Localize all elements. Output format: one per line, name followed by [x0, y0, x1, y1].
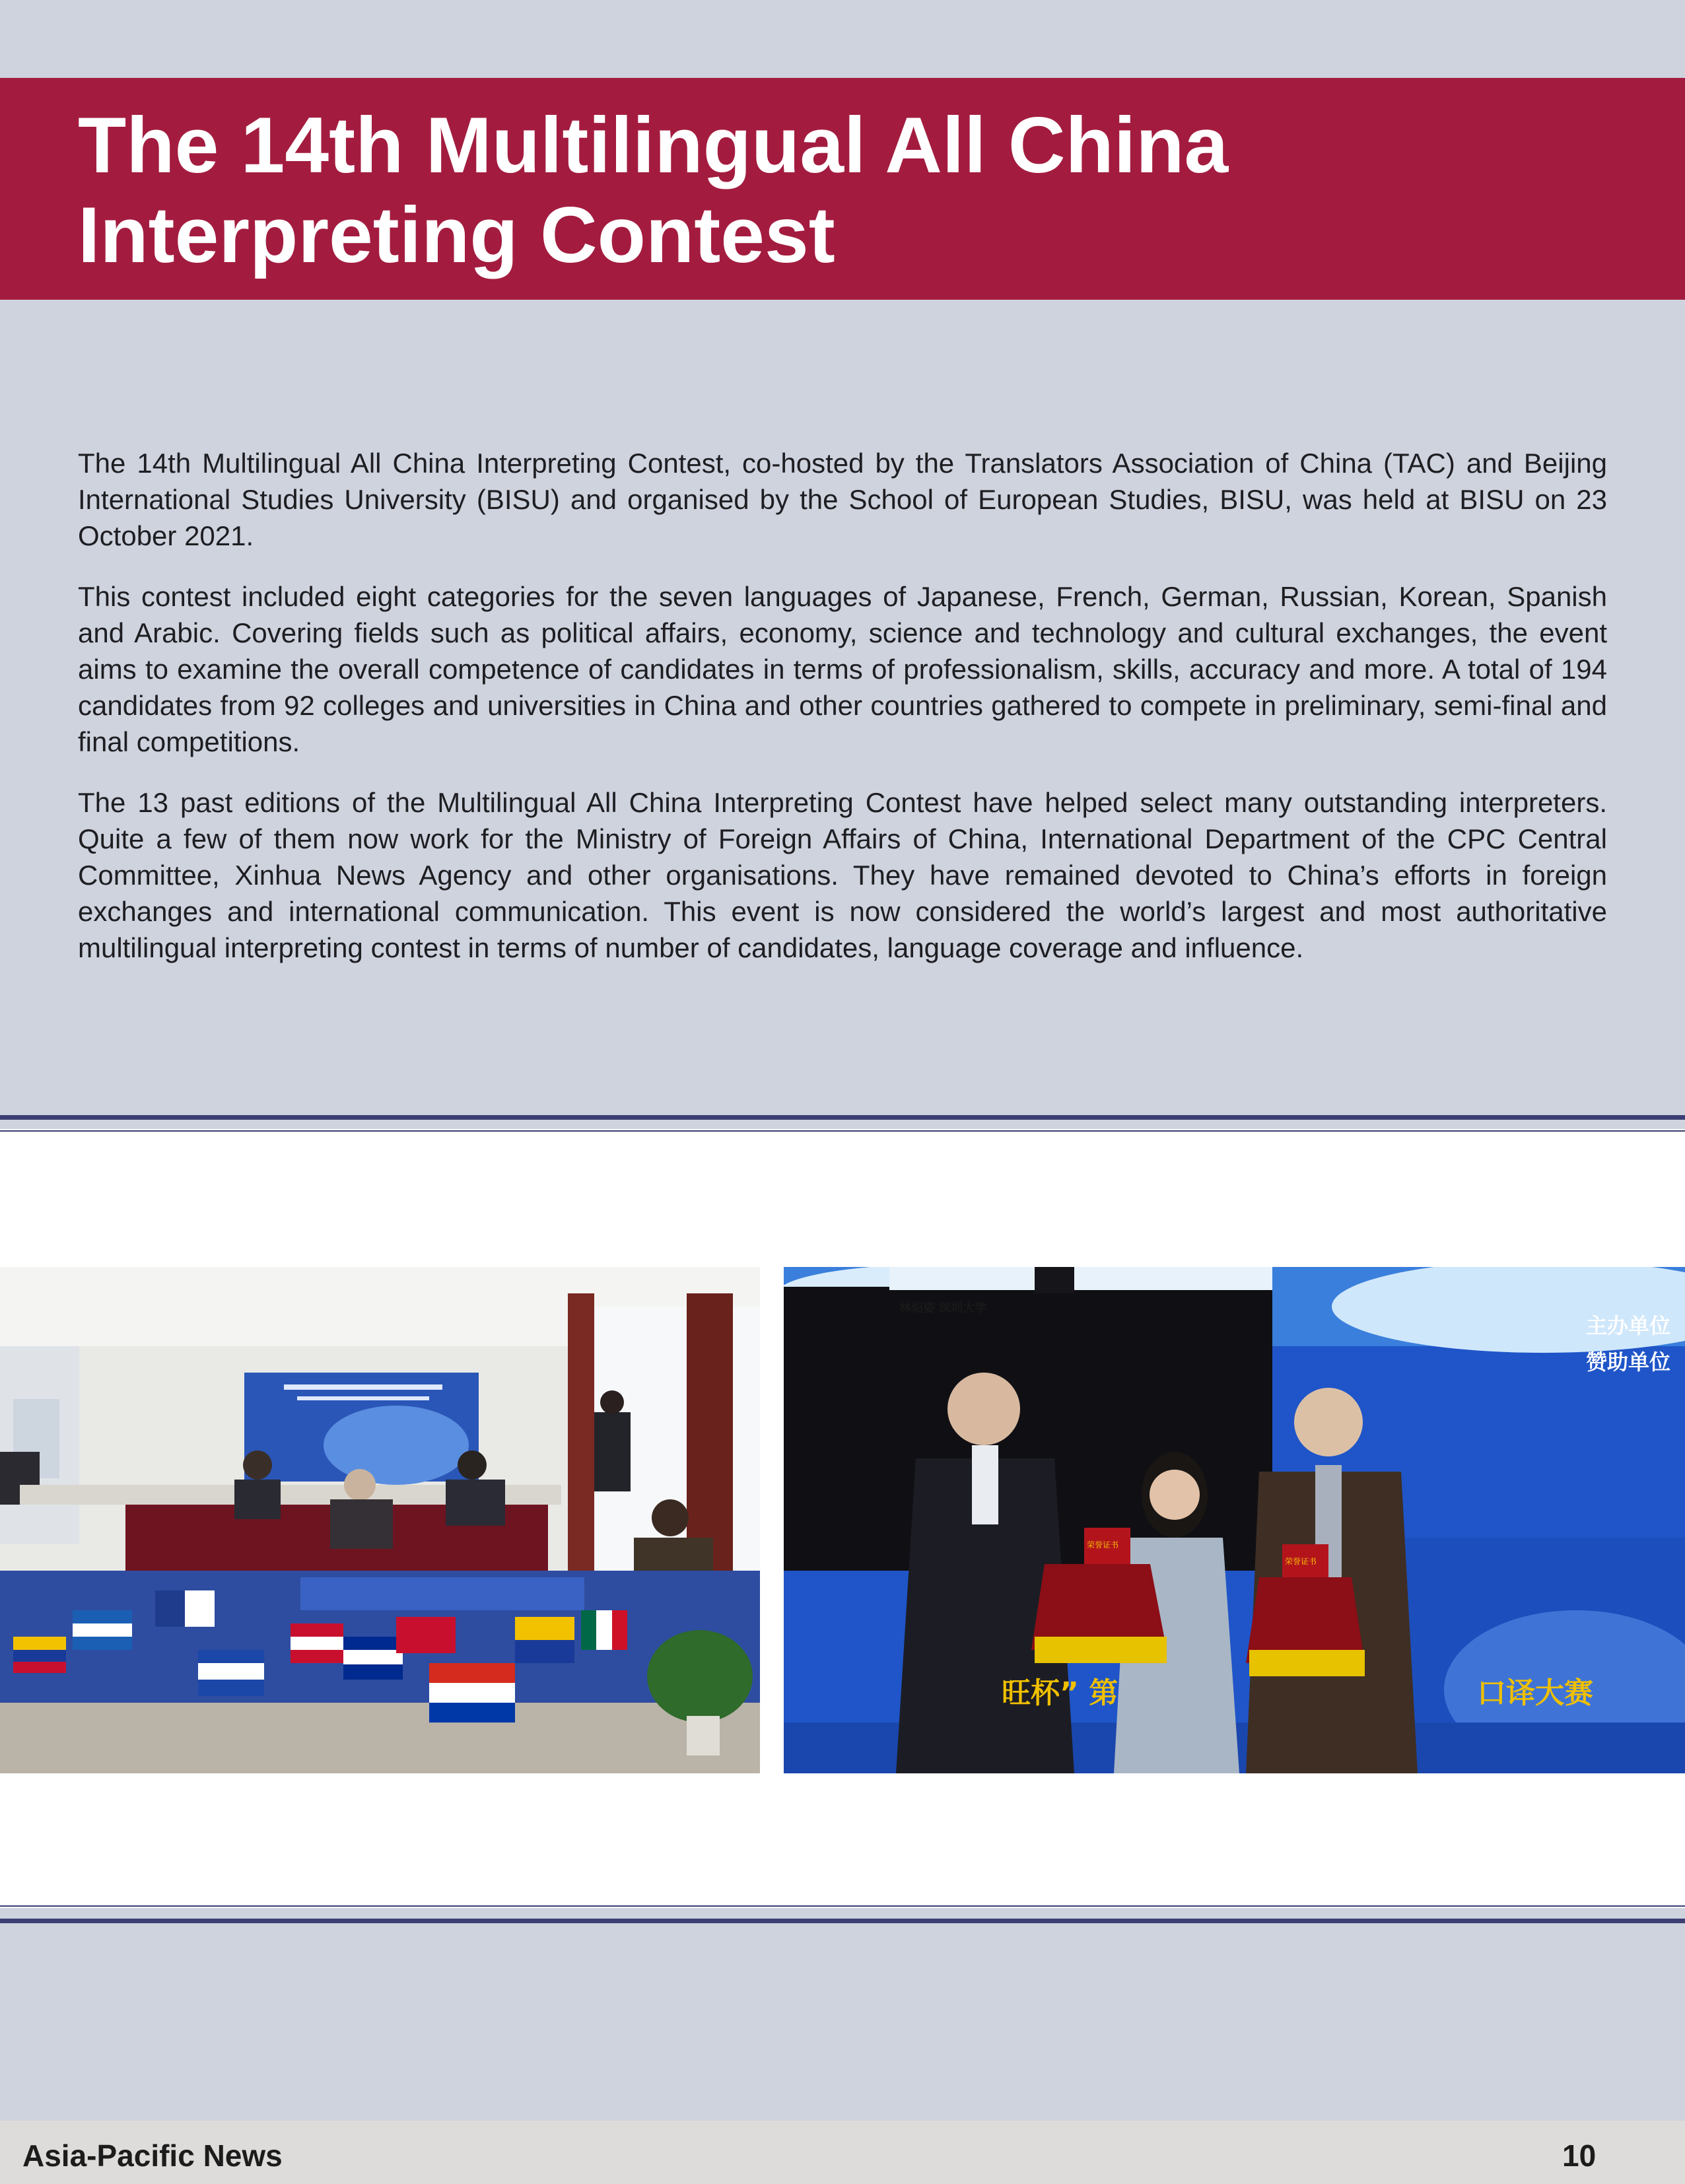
title-line-1: The 14th Multilingual All China: [78, 101, 1229, 189]
banner-host-label: 主办单位: [1586, 1313, 1671, 1338]
article-paragraph-3: The 13 past editions of the Multilingual All China Interpreting Contest have helped select many outstanding interpreters. Quite a few of them now work for the Ministry of Foreign Affairs of China, International Department of the CPC Central Committee, Xinhua News Agency and other organisations. They have remained devoted to China’s efforts in foreign exchanges and international communication. This event is now considered the world’s largest and most authoritative multilingual interpreting contest in terms of number of candidates, language coverage and influence.: [78, 787, 1607, 963]
divider-bottom-thin: [0, 1905, 1685, 1907]
page-footer: [0, 2121, 1685, 2184]
divider-top-thin: [0, 1130, 1685, 1132]
photo-award-ceremony: [784, 1267, 1685, 1773]
banner-sponsor-label: 赞助单位: [1586, 1349, 1671, 1375]
divider-top-thick: [0, 1115, 1685, 1120]
divider-bottom-thick: [0, 1919, 1685, 1923]
stage-banner-text-right: 口译大赛: [1477, 1676, 1593, 1710]
stage-banner-text: 旺杯” 第: [1002, 1676, 1118, 1710]
title-line-2: Interpreting Contest: [78, 191, 835, 279]
page-number: 10: [1562, 2138, 1597, 2173]
photo-contest-hall: [0, 1267, 760, 1773]
page-title: [78, 100, 1597, 280]
article-paragraph-2: This contest included eight categories for the seven languages of Japanese, French, German, Russian, Korean, Spanish and Arabic. Covering fields such as political affairs, economy, science and technology and cultural exchanges, the event aims to examine the overall competence of candidates in terms of professionalism, skills, accuracy and more. A total of 194 candidates from 92 colleges and universities in China and other countries gathered to compete in preliminary, semi-final and final competitions.: [78, 581, 1607, 757]
certificate-label-right: 荣誉证书: [1285, 1557, 1317, 1566]
article-paragraph-1: The 14th Multilingual All China Interpreting Contest, co-hosted by the Translators Association of China (TAC) and Beijing International Studies University (BISU) and organised by the School of European Studies, BISU, was held at BISU on 23 October 2021.: [78, 448, 1607, 551]
publication-name: Asia-Pacific News: [22, 2138, 283, 2173]
certificate-label-left: 荣誉证书: [1087, 1540, 1119, 1550]
article-body: [78, 445, 1607, 990]
screen-caption: 林炤姿 深圳大学: [899, 1301, 987, 1315]
